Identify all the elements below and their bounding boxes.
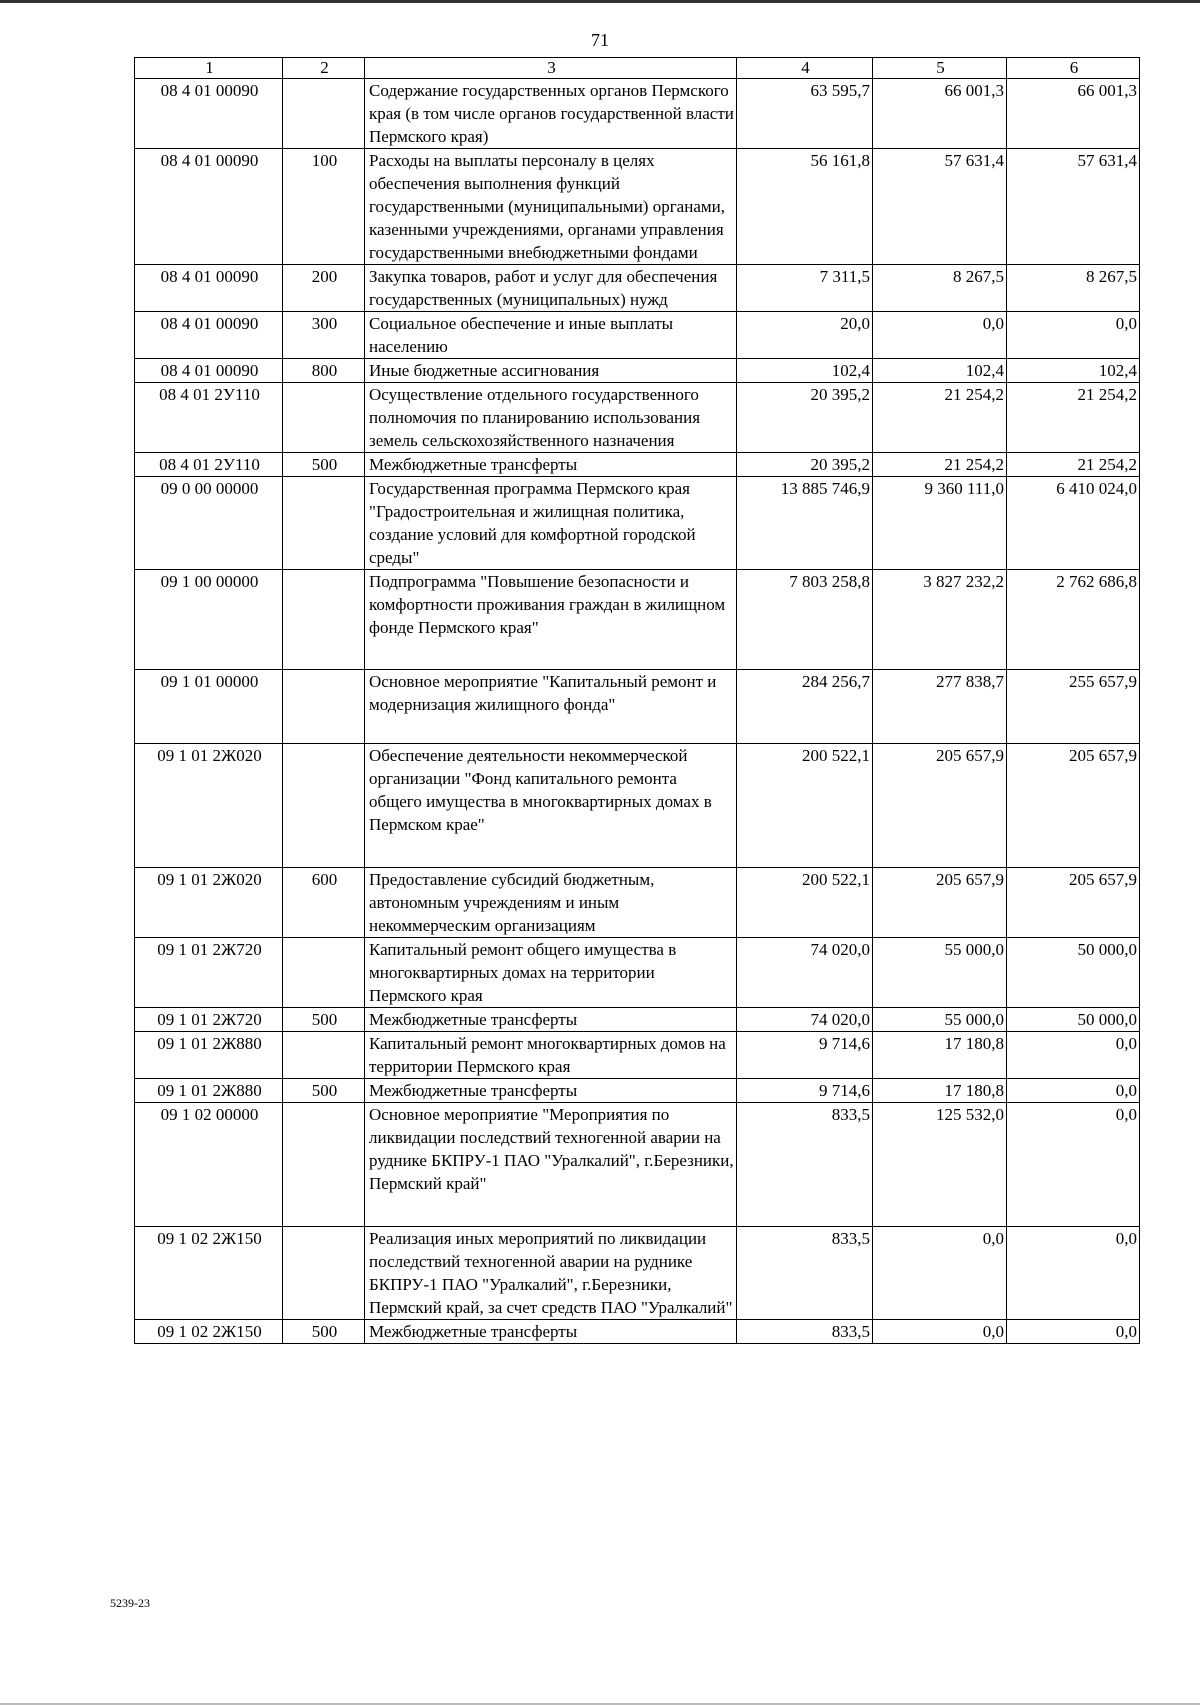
amount-col-4: 284 256,7	[737, 670, 873, 744]
item-name: Закупка товаров, работ и услуг для обеспечения государственных (муниципальных) нужд	[365, 265, 737, 312]
amount-col-6: 102,4	[1007, 359, 1140, 383]
amount-col-5: 277 838,7	[873, 670, 1007, 744]
amount-col-4: 20 395,2	[737, 383, 873, 453]
expense-type-code: 800	[283, 359, 365, 383]
table-row	[135, 744, 1140, 868]
amount-col-6: 21 254,2	[1007, 383, 1140, 453]
target-article-code: 08 4 01 2У110	[135, 383, 283, 453]
item-name: Межбюджетные трансферты	[365, 1320, 737, 1344]
target-article-code: 09 1 00 00000	[135, 570, 283, 670]
table-row	[135, 1032, 1140, 1079]
expense-type-code	[283, 1227, 365, 1320]
column-header: 1	[135, 58, 283, 79]
item-name: Расходы на выплаты персоналу в целях обеспечения выполнения функций государственными (муниципальными) органами, казенными учреждениями, органами управления государственными внебюджетными фондами	[365, 149, 737, 265]
item-name: Реализация иных мероприятий по ликвидации последствий техногенной аварии на руднике БКПРУ-1 ПАО "Уралкалий", г.Березники, Пермский край, за счет средств ПАО "Уралкалий"	[365, 1227, 737, 1320]
amount-col-5: 3 827 232,2	[873, 570, 1007, 670]
expense-type-code: 500	[283, 1008, 365, 1032]
item-name: Обеспечение деятельности некоммерческой организации "Фонд капитального ремонта общего имущества в многоквартирных домах в Пермском крае"	[365, 744, 737, 868]
expense-type-code	[283, 1032, 365, 1079]
amount-col-5: 0,0	[873, 1320, 1007, 1344]
column-header: 6	[1007, 58, 1140, 79]
amount-col-5: 55 000,0	[873, 1008, 1007, 1032]
target-article-code: 09 1 02 2Ж150	[135, 1227, 283, 1320]
amount-col-4: 833,5	[737, 1320, 873, 1344]
table-row	[135, 149, 1140, 265]
item-name: Осуществление отдельного государственного полномочия по планированию использования земель сельскохозяйственного назначения	[365, 383, 737, 453]
table-header-row	[135, 58, 1140, 79]
item-name: Межбюджетные трансферты	[365, 453, 737, 477]
budget-table	[134, 57, 1140, 1344]
amount-col-4: 74 020,0	[737, 938, 873, 1008]
item-name: Государственная программа Пермского края "Градостроительная и жилищная политика, создание условий для комфортной городской среды"	[365, 477, 737, 570]
table-row	[135, 1079, 1140, 1103]
amount-col-6: 0,0	[1007, 1227, 1140, 1320]
amount-col-5: 21 254,2	[873, 383, 1007, 453]
amount-col-4: 20,0	[737, 312, 873, 359]
expense-type-code	[283, 670, 365, 744]
amount-col-4: 20 395,2	[737, 453, 873, 477]
expense-type-code	[283, 1103, 365, 1227]
item-name: Содержание государственных органов Пермского края (в том числе органов государственной власти Пермского края)	[365, 79, 737, 149]
amount-col-4: 9 714,6	[737, 1079, 873, 1103]
column-header: 5	[873, 58, 1007, 79]
amount-col-6: 6 410 024,0	[1007, 477, 1140, 570]
amount-col-5: 102,4	[873, 359, 1007, 383]
table-row	[135, 265, 1140, 312]
target-article-code: 09 1 01 2Ж020	[135, 868, 283, 938]
table-row	[135, 1227, 1140, 1320]
target-article-code: 09 1 02 00000	[135, 1103, 283, 1227]
amount-col-6: 50 000,0	[1007, 938, 1140, 1008]
column-header: 2	[283, 58, 365, 79]
table-row	[135, 868, 1140, 938]
amount-col-6: 255 657,9	[1007, 670, 1140, 744]
table-row	[135, 477, 1140, 570]
table-row	[135, 383, 1140, 453]
amount-col-6: 0,0	[1007, 1079, 1140, 1103]
amount-col-5: 66 001,3	[873, 79, 1007, 149]
expense-type-code: 500	[283, 1320, 365, 1344]
amount-col-5: 8 267,5	[873, 265, 1007, 312]
table-row	[135, 1008, 1140, 1032]
item-name: Межбюджетные трансферты	[365, 1079, 737, 1103]
target-article-code: 09 1 01 2Ж880	[135, 1079, 283, 1103]
amount-col-4: 9 714,6	[737, 1032, 873, 1079]
item-name: Основное мероприятие "Капитальный ремонт и модернизация жилищного фонда"	[365, 670, 737, 744]
expense-type-code	[283, 938, 365, 1008]
amount-col-5: 205 657,9	[873, 744, 1007, 868]
expense-type-code: 300	[283, 312, 365, 359]
amount-col-6: 0,0	[1007, 1103, 1140, 1227]
amount-col-5: 57 631,4	[873, 149, 1007, 265]
amount-col-4: 102,4	[737, 359, 873, 383]
amount-col-6: 205 657,9	[1007, 744, 1140, 868]
expense-type-code	[283, 744, 365, 868]
target-article-code: 09 1 01 2Ж020	[135, 744, 283, 868]
target-article-code: 09 1 02 2Ж150	[135, 1320, 283, 1344]
item-name: Социальное обеспечение и иные выплаты населению	[365, 312, 737, 359]
column-header: 3	[365, 58, 737, 79]
expense-type-code	[283, 477, 365, 570]
expense-type-code	[283, 79, 365, 149]
amount-col-5: 17 180,8	[873, 1032, 1007, 1079]
amount-col-5: 21 254,2	[873, 453, 1007, 477]
amount-col-4: 56 161,8	[737, 149, 873, 265]
amount-col-4: 833,5	[737, 1103, 873, 1227]
target-article-code: 08 4 01 00090	[135, 312, 283, 359]
target-article-code: 09 1 01 2Ж720	[135, 1008, 283, 1032]
table-row	[135, 453, 1140, 477]
target-article-code: 09 1 01 2Ж880	[135, 1032, 283, 1079]
target-article-code: 09 1 01 00000	[135, 670, 283, 744]
amount-col-6: 8 267,5	[1007, 265, 1140, 312]
expense-type-code: 100	[283, 149, 365, 265]
target-article-code: 08 4 01 00090	[135, 149, 283, 265]
item-name: Предоставление субсидий бюджетным, автономным учреждениям и иным некоммерческим организациям	[365, 868, 737, 938]
target-article-code: 08 4 01 00090	[135, 265, 283, 312]
table-row	[135, 312, 1140, 359]
amount-col-4: 200 522,1	[737, 744, 873, 868]
document-id: 5239-23	[110, 1596, 150, 1610]
scan-top-edge	[0, 0, 1200, 3]
expense-type-code: 600	[283, 868, 365, 938]
item-name: Межбюджетные трансферты	[365, 1008, 737, 1032]
table-row	[135, 359, 1140, 383]
table-row	[135, 1103, 1140, 1227]
expense-type-code	[283, 383, 365, 453]
item-name: Иные бюджетные ассигнования	[365, 359, 737, 383]
amount-col-6: 57 631,4	[1007, 149, 1140, 265]
amount-col-6: 0,0	[1007, 312, 1140, 359]
expense-type-code: 500	[283, 1079, 365, 1103]
table-row	[135, 938, 1140, 1008]
amount-col-4: 7 311,5	[737, 265, 873, 312]
amount-col-5: 17 180,8	[873, 1079, 1007, 1103]
page-number: 71	[591, 30, 609, 50]
amount-col-5: 0,0	[873, 312, 1007, 359]
item-name: Основное мероприятие "Мероприятия по ликвидации последствий техногенной аварии на руднике БКПРУ-1 ПАО "Уралкалий", г.Березники, Пермский край"	[365, 1103, 737, 1227]
amount-col-6: 0,0	[1007, 1320, 1140, 1344]
column-header: 4	[737, 58, 873, 79]
table-row	[135, 1320, 1140, 1344]
expense-type-code	[283, 570, 365, 670]
amount-col-4: 63 595,7	[737, 79, 873, 149]
amount-col-6: 2 762 686,8	[1007, 570, 1140, 670]
amount-col-5: 205 657,9	[873, 868, 1007, 938]
expense-type-code: 500	[283, 453, 365, 477]
amount-col-5: 0,0	[873, 1227, 1007, 1320]
item-name: Капитальный ремонт многоквартирных домов на территории Пермского края	[365, 1032, 737, 1079]
target-article-code: 08 4 01 2У110	[135, 453, 283, 477]
amount-col-6: 50 000,0	[1007, 1008, 1140, 1032]
amount-col-6: 0,0	[1007, 1032, 1140, 1079]
amount-col-4: 74 020,0	[737, 1008, 873, 1032]
amount-col-4: 833,5	[737, 1227, 873, 1320]
amount-col-6: 21 254,2	[1007, 453, 1140, 477]
amount-col-6: 205 657,9	[1007, 868, 1140, 938]
amount-col-5: 9 360 111,0	[873, 477, 1007, 570]
amount-col-5: 125 532,0	[873, 1103, 1007, 1227]
target-article-code: 09 1 01 2Ж720	[135, 938, 283, 1008]
target-article-code: 09 0 00 00000	[135, 477, 283, 570]
amount-col-4: 13 885 746,9	[737, 477, 873, 570]
table-row	[135, 670, 1140, 744]
expense-type-code: 200	[283, 265, 365, 312]
target-article-code: 08 4 01 00090	[135, 359, 283, 383]
item-name: Подпрограмма "Повышение безопасности и комфортности проживания граждан в жилищном фонде Пермского края"	[365, 570, 737, 670]
amount-col-5: 55 000,0	[873, 938, 1007, 1008]
target-article-code: 08 4 01 00090	[135, 79, 283, 149]
item-name: Капитальный ремонт общего имущества в многоквартирных домах на территории Пермского края	[365, 938, 737, 1008]
amount-col-6: 66 001,3	[1007, 79, 1140, 149]
table-row	[135, 570, 1140, 670]
amount-col-4: 200 522,1	[737, 868, 873, 938]
amount-col-4: 7 803 258,8	[737, 570, 873, 670]
table-row	[135, 79, 1140, 149]
